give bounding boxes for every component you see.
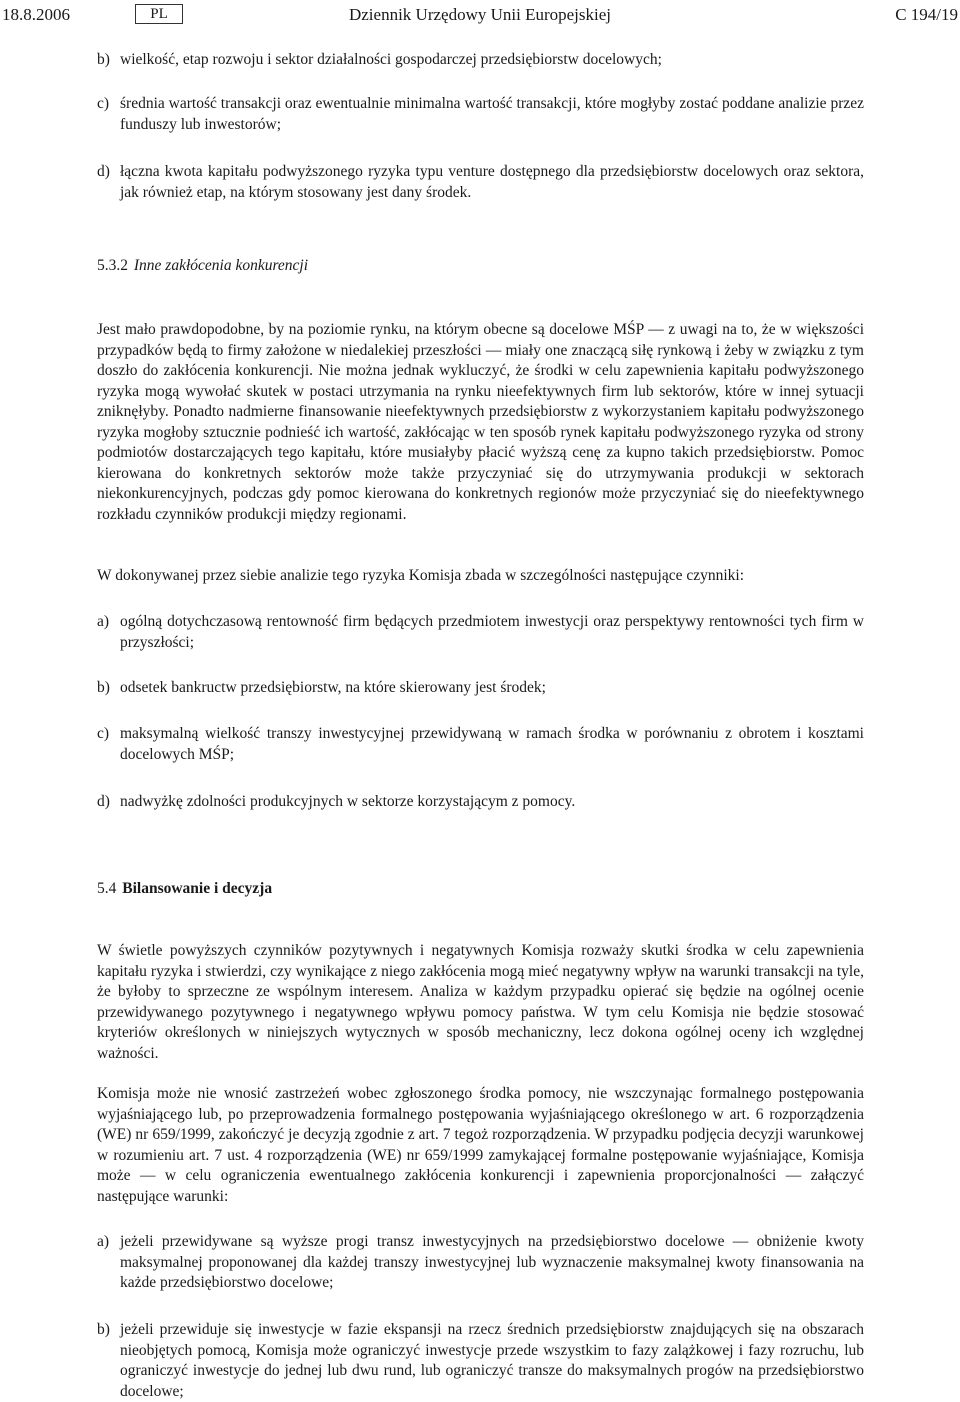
list-item-label: b) <box>97 1321 110 1338</box>
language-badge: PL <box>135 4 183 24</box>
paragraph: W świetle powyższych czynników pozytywnych i negatywnych Komisja rozważy skutki środka w celu zapewnienia kapitału ryzyka i stwierdzi, czy wynikające z niego zakłócenia mogą mieć negatywny wpływ na warunki transakcji na tyle, że byłoby to sprzeczne ze wspólnym interesem. Analiza w każdym przypadku opierać się będzie na ogólnej ocenie przewidywanego pozytywnego i negatywnego wpływu pomocy państwa. W tym celu Komisja nie będzie stosować kryteriów określonych w niniejszych wytycznych w sposób mechaniczny, lecz dokona ogólnej oceny ich względnej ważności. <box>97 942 864 1062</box>
section-heading-54 <box>97 879 864 900</box>
page-reference: C 194/19 <box>895 5 958 24</box>
list-item <box>97 1320 864 1402</box>
section-number: 5.4 <box>97 880 117 897</box>
section-title: Inne zakłócenia konkurencji <box>133 257 309 274</box>
list-item-label: a) <box>97 613 110 630</box>
section-title: Bilansowanie i decyzja <box>122 880 273 897</box>
list-item-label: d) <box>97 163 110 180</box>
list-item-text: łączna kwota kapitału podwyższonego ryzyka typu venture dostępnego dla przedsiębiorstw docelowych oraz sektora, jak również etap, na którym stosowany jest dany środek. <box>120 163 864 201</box>
section-heading-532 <box>97 256 864 277</box>
paragraph: W dokonywanej przez siebie analizie tego ryzyka Komisja zbada w szczególności następujące czynniki: <box>97 567 745 584</box>
list-item <box>97 678 864 699</box>
list-item-text: jeżeli przewidywane są wyższe progi transz inwestycyjnych na przedsiębiorstwo docelowe — obniżenie kwoty maksymalnej proponowanej dla każdej transzy inwestycyjnej lub wyznaczenie maksymalnej kwoty finansowania na każde przedsiębiorstwo docelowe; <box>120 1233 864 1291</box>
list-item-label: a) <box>97 1233 110 1250</box>
list-item-text: ogólną dotychczasową rentowność firm będących przedmiotem inwestycji oraz perspektywy rentowności tych firm w przyszłości; <box>120 613 864 651</box>
publication-date: 18.8.2006 <box>2 5 70 24</box>
journal-title: Dziennik Urzędowy Unii Europejskiej <box>348 5 611 24</box>
paragraph: Komisja może nie wnosić zastrzeżeń wobec zgłoszonego środka pomocy, nie wszczynając formalnego postępowania wyjaśniającego lub, po przeprowadzenia formalnego postępowania wyjaśniającego określonego w art. 6 rozporządzenia (WE) nr 659/1999, zakończyć je decyzją zgodnie z art. 7 tegoż rozporządzenia. W przypadku podjęcia decyzji warunkowej w rozumieniu art. 7 ust. 4 rozporządzenia (WE) nr 659/1999 zamykającej formalne postępowanie wyjaśniające, Komisja może — w celu ograniczenia ewentualnego zakłócenia konkurencji i zapewnienia proporcjonalności — załączyć następujące warunki: <box>97 1085 864 1205</box>
paragraph: Jest mało prawdopodobne, by na poziomie rynku, na którym obecne są docelowe MŚP — z uwagi na to, że w większości przypadków będą to firmy założone w niedalekiej przeszłości — miały one znaczącą siłę rynkową i żeby w związku z tym doszło do zakłócenia konkurencji. Nie można jednak wykluczyć, że środki w celu zapewnienia kapitału podwyższonego ryzyka mogą wywołać skutek w postaci utrzymania na rynku nieefektywnych firm lub sektorów, które w innej sytuacji zniknęłyby. Ponadto nadmierne finansowanie nieefektywnych przedsiębiorstw z wykorzystaniem kapitału podwyższonego ryzyka mogłoby sztucznie podnieść ich wartość, zakłócając w ten sposób rynek kapitału podwyższonego ryzyka od strony podmiotów dostarczających tego kapitału, które musiałyby płacić wyższą cenę za kupno takich przedsiębiorstw. Pomoc kierowana do konkretnych sektorów może także przyczyniać się do utrzymywania produkcji w sektorach niekonkurencyjnych, podczas gdy pomoc kierowana do konkretnych regionów może przyczyniać się do nieefektywnego rozkładu czynników produkcji między regionami. <box>97 321 864 523</box>
list-item <box>97 1232 864 1294</box>
list-item-text: nadwyżkę zdolności produkcyjnych w sektorze korzystającym z pomocy. <box>120 793 576 810</box>
list-item-label: c) <box>97 95 110 112</box>
list-item-label: d) <box>97 793 110 810</box>
page-header <box>0 2 960 26</box>
list-item-text: maksymalną wielkość transzy inwestycyjnej przewidywaną w ramach środka w porównaniu z obrotem i kosztami docelowych MŚP; <box>120 725 864 763</box>
list-item-label: b) <box>97 51 110 68</box>
list-item-text: jeżeli przewiduje się inwestycje w fazie ekspansji na rzecz średnich przedsiębiorstw znajdujących się na obszarach nieobjętych pomocą, Komisja może ograniczyć inwestycje przede wszystkim to fazy zalążkowej i fazy rozruchu, lub ograniczyć inwestycje do jednej lub dwu rund, lub ograniczyć transze do maksymalnych progów na przedsiębiorstwo docelowe; <box>120 1321 864 1400</box>
list-item <box>97 162 864 203</box>
list-item <box>97 50 864 71</box>
list-item <box>97 612 864 653</box>
list-item <box>97 94 864 135</box>
list-item <box>97 724 864 765</box>
section-number: 5.3.2 <box>97 257 128 274</box>
list-item <box>97 792 864 813</box>
list-item-text: średnia wartość transakcji oraz ewentualnie minimalna wartość transakcji, które mogłyby zostać poddane analizie przez funduszy lub inwestorów; <box>120 95 864 133</box>
list-item-label: c) <box>97 725 110 742</box>
list-item-text: odsetek bankructw przedsiębiorstw, na które skierowany jest środek; <box>120 679 546 696</box>
list-item-label: b) <box>97 679 110 696</box>
list-item-text: wielkość, etap rozwoju i sektor działalności gospodarczej przedsiębiorstw docelowych; <box>120 51 662 68</box>
